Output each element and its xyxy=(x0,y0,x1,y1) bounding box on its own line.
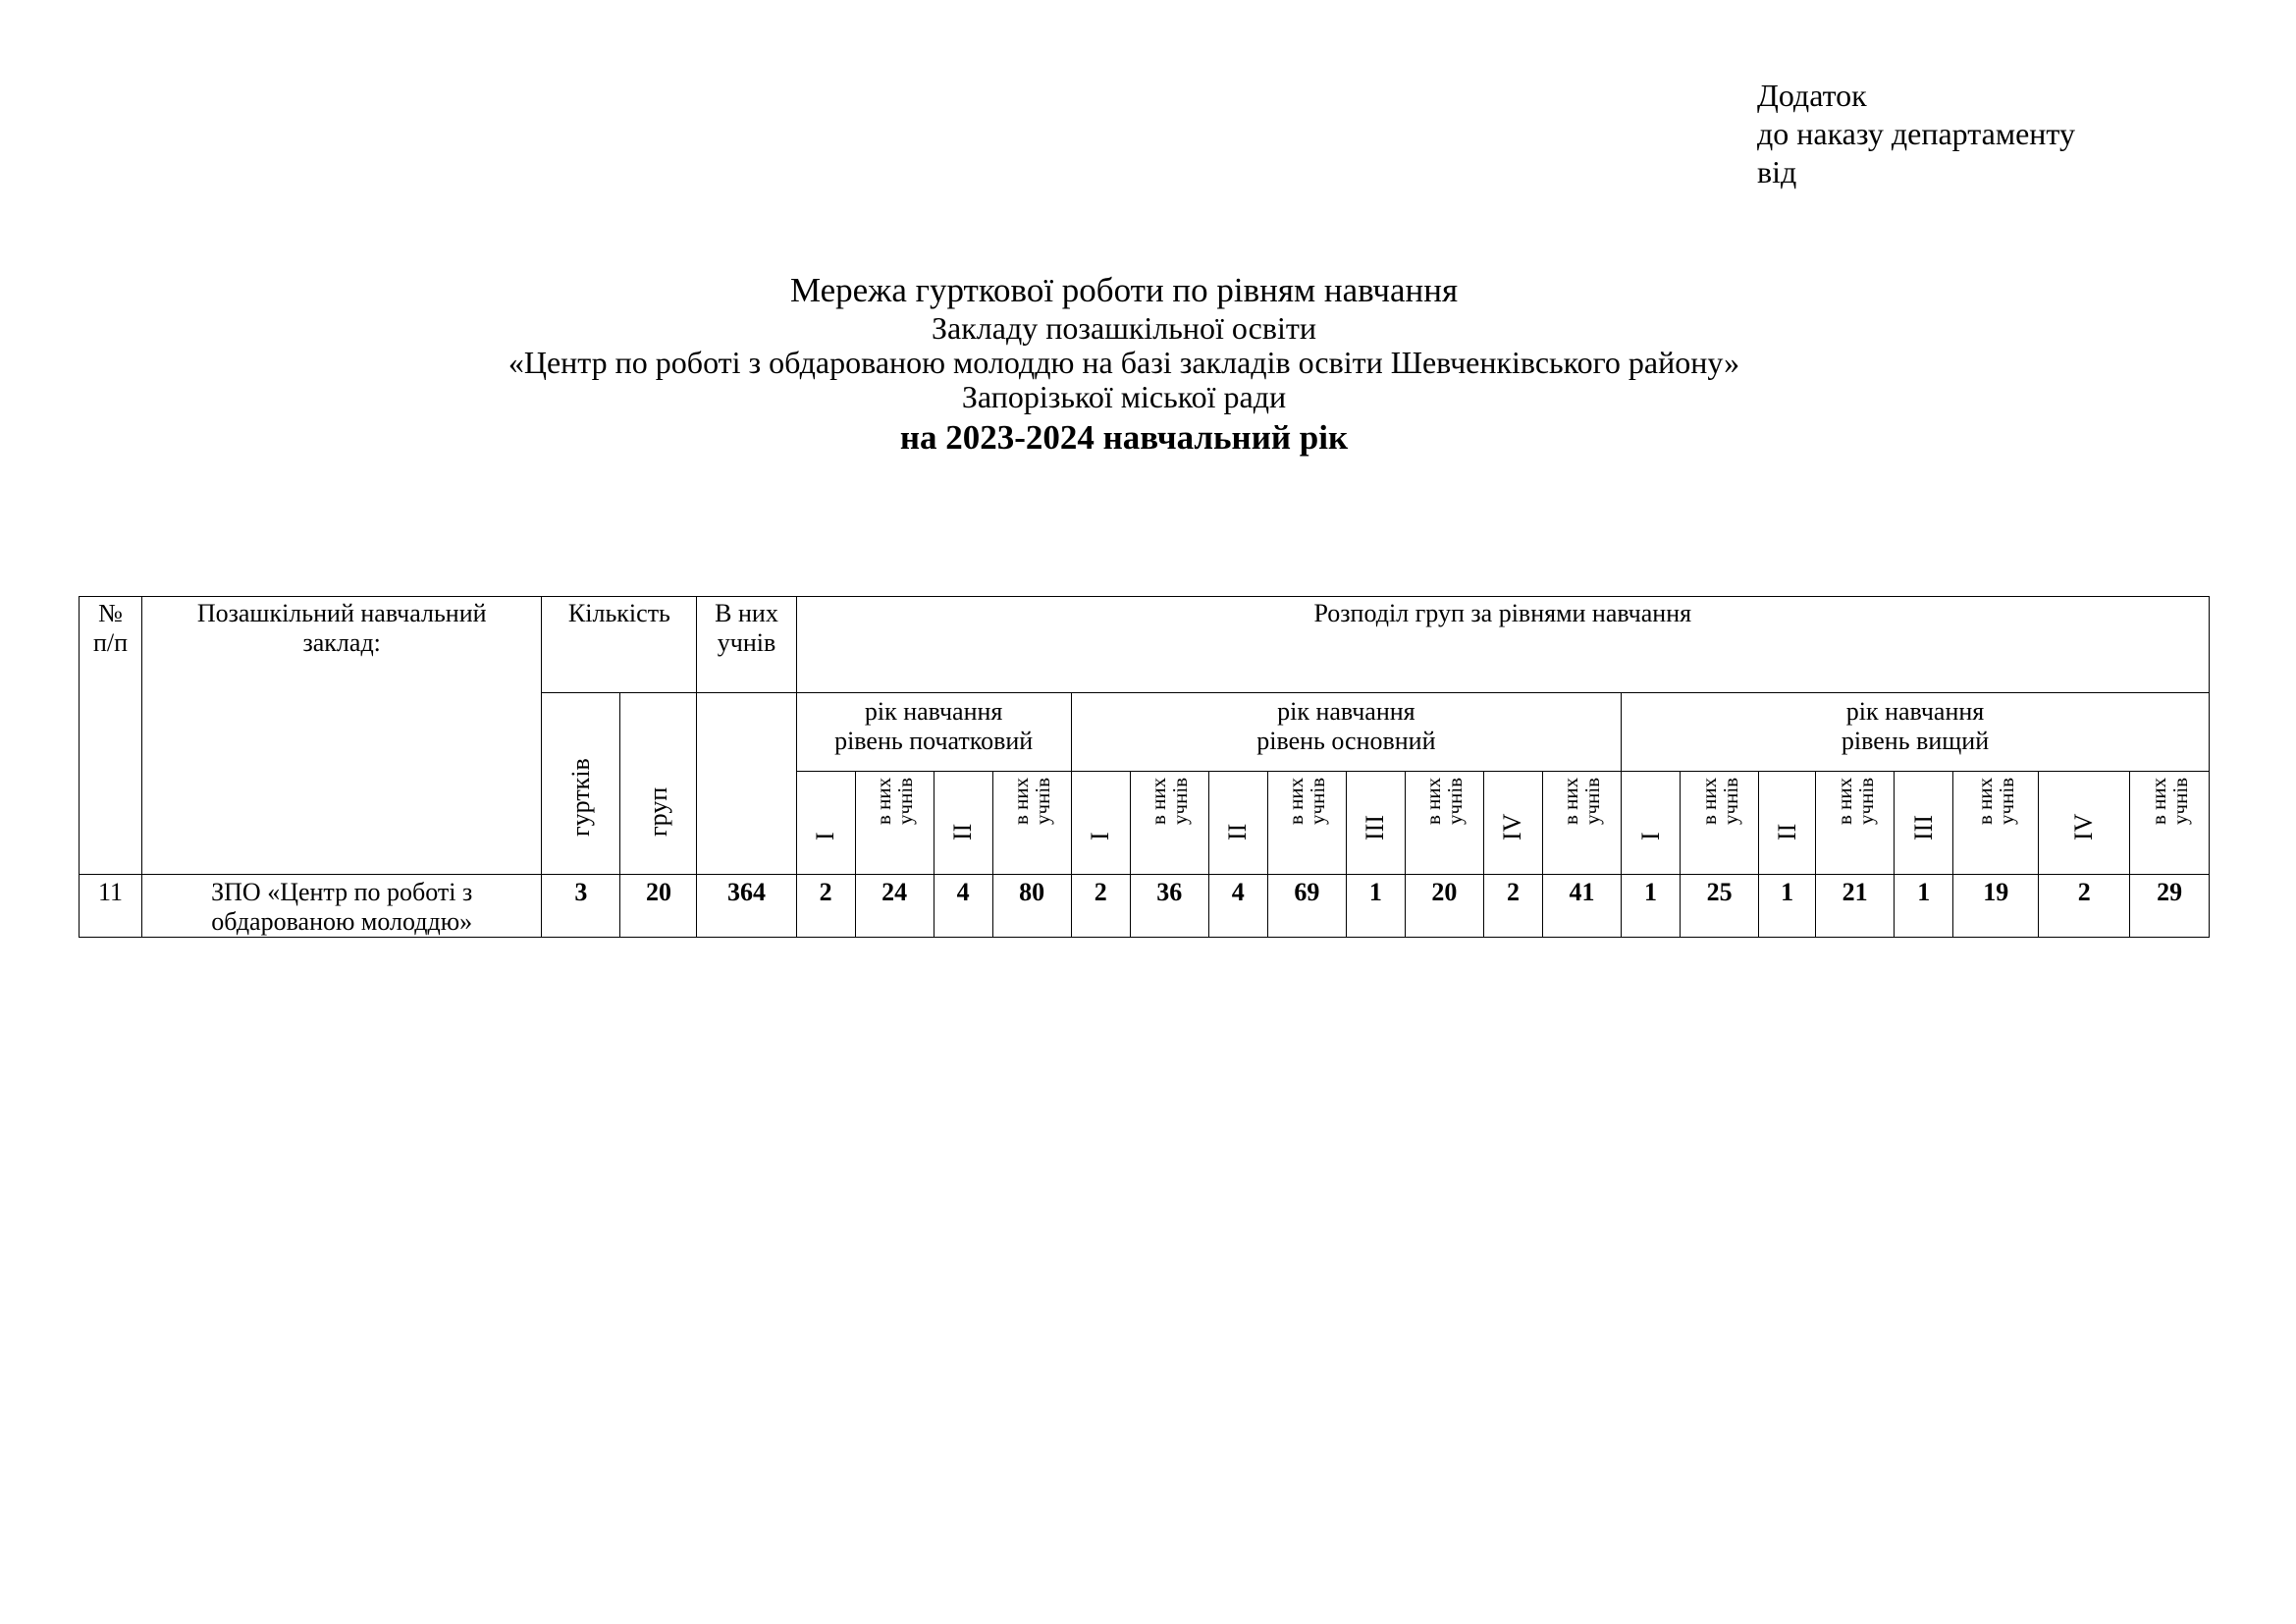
row-number: 11 xyxy=(80,875,142,938)
students-subheader: в них учнів xyxy=(1816,772,1895,875)
students-subheader: в них учнів xyxy=(1542,772,1621,875)
higher-year-I-students: 25 xyxy=(1681,875,1759,938)
document-title-block xyxy=(0,270,2248,461)
appendix-line-2: до наказу департаменту xyxy=(1757,116,2075,151)
document-title: Мережа гурткової роботи по рівням навчання xyxy=(789,271,1459,309)
higher-year-II-students: 21 xyxy=(1816,875,1895,938)
header-number: № п/п xyxy=(80,597,142,875)
year-IV-header: IV xyxy=(1483,772,1542,875)
students-subheader: в них учнів xyxy=(1681,772,1759,875)
level-higher-header: рік навчання рівень вищий xyxy=(1622,693,2210,772)
basic-year-II-groups: 4 xyxy=(1208,875,1267,938)
basic-year-IV-students: 41 xyxy=(1542,875,1621,938)
header-groups: груп xyxy=(620,693,697,875)
circle-network-table xyxy=(79,596,2210,938)
basic-year-II-students: 69 xyxy=(1267,875,1346,938)
city-council: Запорізької міської ради xyxy=(961,379,1287,414)
year-II-header: II xyxy=(1208,772,1267,875)
basic-year-III-students: 20 xyxy=(1405,875,1483,938)
basic-year-I-students: 36 xyxy=(1130,875,1208,938)
higher-year-IV-students: 29 xyxy=(2130,875,2210,938)
higher-year-II-groups: 1 xyxy=(1759,875,1816,938)
year-III-header: III xyxy=(1895,772,1953,875)
higher-year-III-students: 19 xyxy=(1953,875,2039,938)
students-subheader: в них учнів xyxy=(1267,772,1346,875)
higher-year-III-groups: 1 xyxy=(1895,875,1953,938)
table-row xyxy=(80,875,2210,938)
basic-year-I-groups: 2 xyxy=(1071,875,1130,938)
year-IV-header: IV xyxy=(2039,772,2130,875)
initial-year-II-students: 80 xyxy=(992,875,1071,938)
higher-year-I-groups: 1 xyxy=(1622,875,1681,938)
students-subheader: в них учнів xyxy=(1405,772,1483,875)
students-subheader: в них учнів xyxy=(855,772,934,875)
students-subheader: в них учнів xyxy=(992,772,1071,875)
students-subheader: в них учнів xyxy=(2130,772,2210,875)
year-I-header: I xyxy=(1622,772,1681,875)
header-distribution: Розподіл груп за рівнями навчання xyxy=(796,597,2209,693)
initial-year-II-groups: 4 xyxy=(934,875,992,938)
row-circles: 3 xyxy=(542,875,620,938)
level-basic-header: рік навчання рівень основний xyxy=(1071,693,1621,772)
level-initial-header: рік навчання рівень початковий xyxy=(796,693,1071,772)
header-count: Кількість xyxy=(542,597,697,693)
header-students: В них учнів xyxy=(697,597,796,693)
basic-year-IV-groups: 2 xyxy=(1483,875,1542,938)
header-students-blank xyxy=(697,693,796,875)
appendix-line-1: Додаток xyxy=(1757,78,1867,113)
row-groups: 20 xyxy=(620,875,697,938)
year-I-header: I xyxy=(1071,772,1130,875)
header-circles: гуртків xyxy=(542,693,620,875)
year-I-header: I xyxy=(796,772,855,875)
initial-year-I-students: 24 xyxy=(855,875,934,938)
initial-year-I-groups: 2 xyxy=(796,875,855,938)
header-row-1 xyxy=(80,597,2210,693)
basic-year-III-groups: 1 xyxy=(1346,875,1405,938)
appendix-note xyxy=(1757,77,2075,191)
students-subheader: в них учнів xyxy=(1130,772,1208,875)
academic-year: на 2023-2024 навчальний рік xyxy=(899,418,1349,457)
row-institution-name: ЗПО «Центр по роботі з обдарованою молоддю» xyxy=(142,875,542,938)
year-II-header: II xyxy=(1759,772,1816,875)
row-students: 364 xyxy=(697,875,796,938)
students-subheader: в них учнів xyxy=(1953,772,2039,875)
higher-year-IV-groups: 2 xyxy=(2039,875,2130,938)
institution-name: «Центр по роботі з обдарованою молоддю на базі закладів освіти Шевченківського району» xyxy=(507,345,1740,380)
appendix-line-3: від xyxy=(1757,154,1797,189)
institution-type: Закладу позашкільної освіти xyxy=(932,310,1316,346)
header-institution: Позашкільний навчальний заклад: xyxy=(142,597,542,875)
year-II-header: II xyxy=(934,772,992,875)
year-III-header: III xyxy=(1346,772,1405,875)
